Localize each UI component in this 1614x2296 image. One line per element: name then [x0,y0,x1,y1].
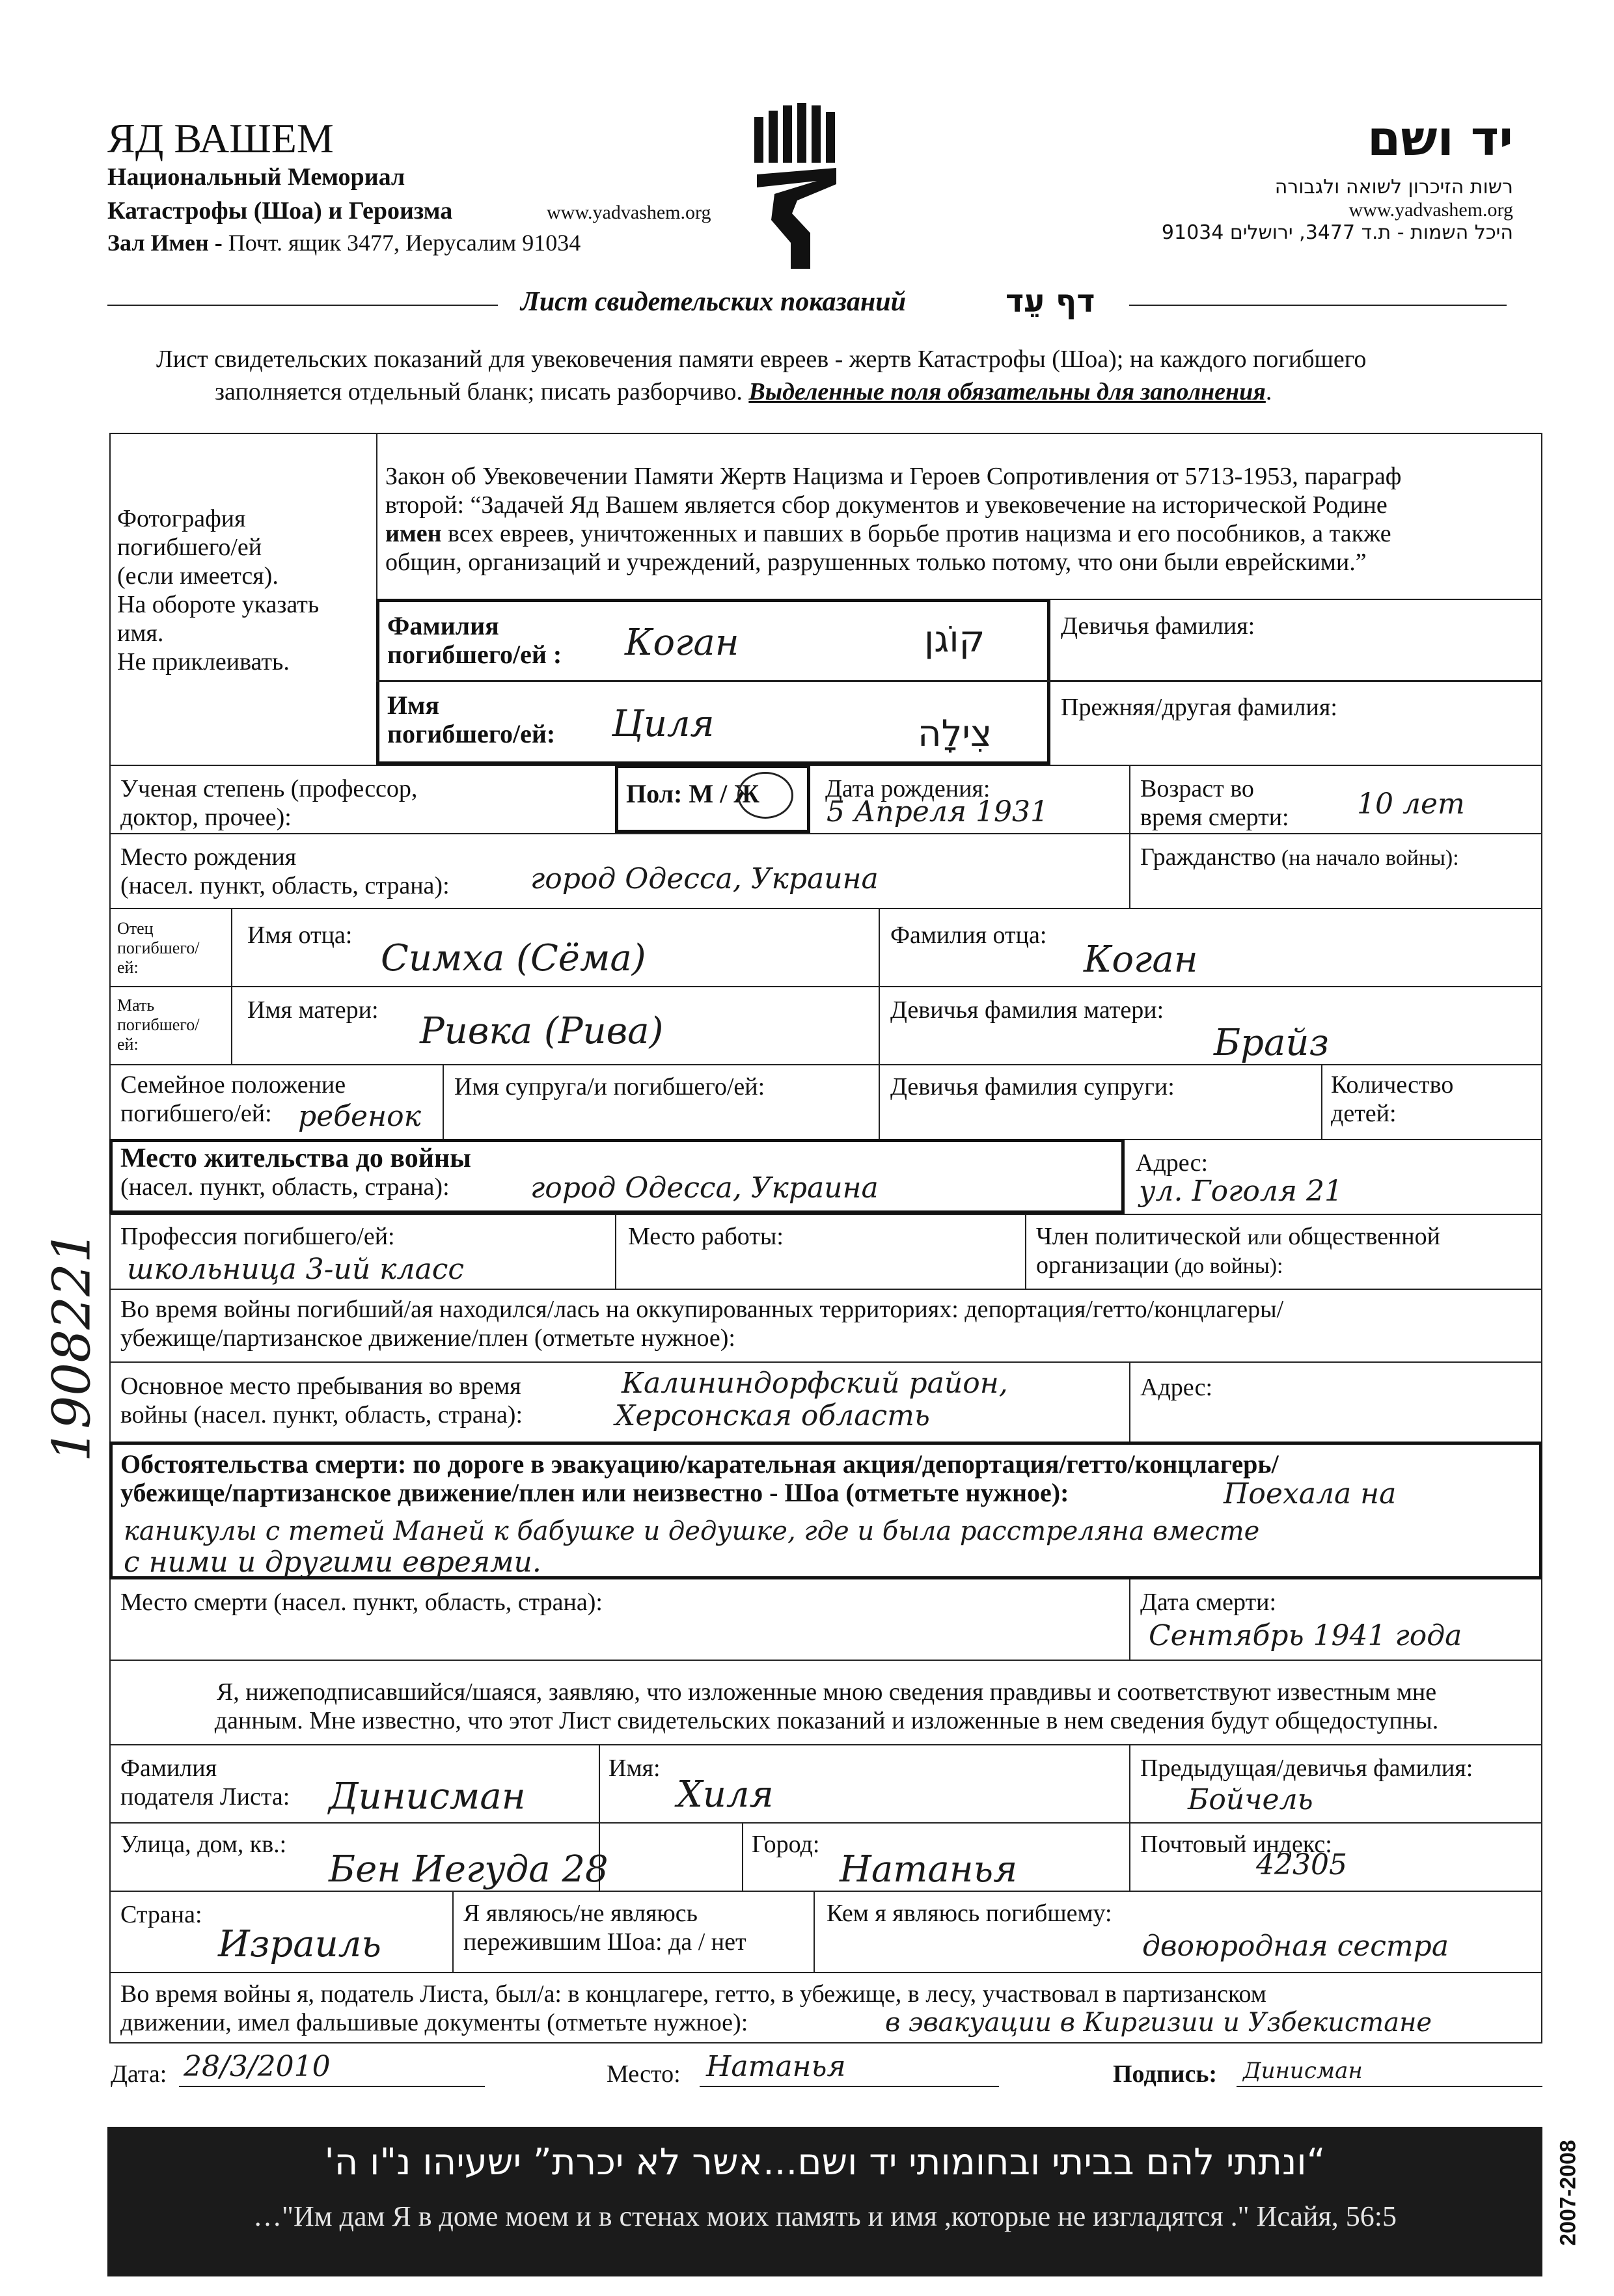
father-surname-label: Фамилия отца: [890,922,1047,949]
marital-label-2: погибшего/ей: [120,1100,272,1127]
submitter-surname-label [120,1754,290,1811]
law-line3 [385,519,1537,548]
photo-line6: Не приклеивать. [117,648,290,676]
org-line1: Национальный Мемориал [107,163,405,191]
website[interactable]: www.yadvashem.org [547,202,711,223]
marital-field[interactable]: ребенок [298,1100,421,1133]
row-rule [109,833,1542,834]
birthplace-label-2: (насел. пункт, область, страна): [120,872,450,899]
surname-field[interactable]: Коган [625,622,739,664]
mother-side-2: погибшего/ [117,1015,200,1034]
father-side-2: погибшего/ [117,938,200,957]
wartime-line2: убежище/партизанское движение/плен (отметьте нужное): [120,1324,735,1352]
row-rule [109,1891,1542,1892]
submitter-name-label: Имя: [609,1755,661,1782]
zip-label: Почтовый индекс: [1140,1831,1332,1858]
mother-side-1: Мать [117,996,155,1015]
surname-label-2: погибшего/ей : [387,640,562,669]
relation-field[interactable]: двоюродная сестра [1142,1930,1449,1963]
row-rule [109,765,1542,766]
street-label: Улица, дом, кв.: [120,1831,287,1858]
birthplace-label [120,843,450,900]
submitter-surname-1: Фамилия [120,1755,217,1782]
hebrew-line3: היכל השמות - ת.ד 3477, ירושלים 91034 [1161,221,1513,244]
signature-label: Подпись: [1113,2060,1218,2088]
marital-label-1: Семейное положение [120,1071,346,1099]
age-label-2: время смерти: [1140,804,1289,831]
sex-label[interactable]: Пол: М / Ж [626,779,759,808]
place-underline [700,2086,999,2087]
row-rule [109,908,1542,909]
date-field[interactable]: 28/3/2010 [184,2050,331,2083]
mother-maiden-field[interactable]: Брайз [1214,1022,1329,1064]
membership-line2 [1036,1251,1440,1279]
address-label: Адрес: [1136,1149,1209,1177]
intro-line2 [215,377,1272,406]
wartime-place-2: войны (насел. пункт, область, страна): [120,1401,523,1428]
law-line1: Закон об Увековечении Памяти Жертв Нацизма и Героев Сопротивления от 5713-1953, параграф [385,463,1402,490]
survivor-line2[interactable]: пережившим Шоа: да / нет [463,1928,746,1956]
declaration-line2: данным. Мне известно, что этот Лист свидетельских показаний и изложенные в нем сведения будут общедоступны. [214,1707,1439,1734]
mother-side-label [117,996,200,1054]
intro-line2-text: заполняется отдельный бланк; писать разборчиво. [215,378,749,405]
row-rule [109,1822,1542,1824]
surname-hebrew-field[interactable]: קוֹגן [924,618,985,661]
death-circumstances-field-1[interactable]: Поехала на [1224,1477,1397,1510]
submitter-surname-2: подателя Листа: [120,1783,290,1811]
wartime-place-field-2[interactable]: Херсонская область [615,1399,930,1432]
col-rule [443,1064,444,1139]
membership-line1 [1036,1222,1440,1251]
spouse-name-label: Имя супруга/и погибшего/ей: [454,1073,765,1100]
relation-label: Кем я являюсь погибшему: [827,1900,1112,1927]
maiden-name-label: Девичья фамилия: [1061,612,1255,640]
intro-line1: Лист свидетельских показаний для увековечения памяти евреев - жертв Катастрофы (Шоа); на каждого погибшего [156,346,1367,373]
row-rule [109,1744,1542,1745]
profession-field[interactable]: школьница 3-ий класс [127,1253,464,1286]
firstname-label-2: погибшего/ей: [387,719,556,748]
col-rule [1025,1214,1026,1289]
father-side-1: Отец [117,919,154,938]
children-label-2: детей: [1331,1100,1397,1127]
death-circumstances-label [120,1450,1279,1507]
col-rule [879,1064,880,1139]
law-text [385,462,1537,577]
membership-or: или [1247,1225,1282,1250]
wartime-line1: Во время войны погибший/ая находился/лась на оккупированных территориях: депортация/гетто/концлагеры/ [120,1296,1284,1323]
children-label [1331,1071,1453,1128]
col-rule [1129,1579,1130,1660]
org-line2: Катастрофы (Шоа) и Героизма [107,197,453,225]
submitter-war-line1: Во время войны я, податель Листа, был/а: в концлагере, гетто, в убежище, в лесу, участвовал в партизанском [120,1980,1266,2008]
footer-russian-quote: …"Им дам Я в доме моем и в стенах моих память и имя ,которые не изгладятся ." Исайя, 56:5 [253,2200,1397,2232]
death-date-label: Дата смерти: [1140,1589,1277,1616]
death-circumstances-field-3[interactable]: с ними и другими евреями. [124,1546,541,1579]
law-line3-text: всех евреев, уничтоженных и павших в борьбе против нацизма и его пособников, а также [441,520,1391,547]
death-circ-line1: Обстоятельства смерти: по дороге в эвакуацию/карательная акция/депортация/гетто/концлагерь/ [120,1449,1279,1479]
title-rule-left [107,305,498,306]
membership-note: (до войны): [1169,1254,1283,1278]
photo-line4: На обороте указать [117,591,320,618]
residence-label-2: (насел. пункт, область, страна): [120,1173,450,1201]
street-field[interactable]: Бен Иегуда 28 [329,1848,609,1891]
hebrew-website[interactable]: www.yadvashem.org [1348,199,1513,221]
col-rule [452,1891,454,1972]
side-archive-number: 1908221 [41,1230,102,1462]
firstname-field[interactable]: Циля [612,703,715,745]
footer-year: 2007-2008 [1555,2140,1581,2246]
firstname-label-1: Имя [387,690,439,720]
col-rule [1321,1064,1322,1139]
hall-of-names-label: Зал Имен - [107,230,223,256]
degree-label-1: Ученая степень (профессор, [120,775,418,802]
mother-name-field[interactable]: Ривка (Рива) [420,1010,664,1052]
form-title: Лист свидетельских показаний [521,287,906,317]
father-name-field[interactable]: Симха (Сёма) [381,937,646,979]
father-side-label [117,919,200,977]
mother-maiden-label: Девичья фамилия матери: [890,996,1164,1024]
wartime-place-field-1[interactable]: Калининдорфский район, [622,1367,1008,1400]
place-label: Место: [607,2060,681,2088]
submitter-prev-surname-field[interactable]: Бойчель [1188,1783,1313,1816]
children-label-1: Количество [1331,1071,1454,1099]
col-rule [615,1214,616,1289]
yad-vashem-logo [752,103,843,272]
declaration-line1: Я, нижеподписавшийся/шаяся, заявляю, что изложенные мною сведения правдивы и соответствуют известным мне [216,1678,1437,1706]
membership-text-2: организации [1036,1251,1169,1279]
footer-hebrew-quote: “ונתתי להם בביתי ובחומותי יד ושם...אשר לא יכרת” ישעיהו נ"ו ה' [324,2141,1326,2183]
father-name-label: Имя отца: [247,922,353,949]
citizenship-label [1140,843,1459,871]
degree-label-2: доктор, прочее): [120,804,292,831]
place-field[interactable]: Натанья [706,2050,846,2083]
signature-field[interactable]: Динисман [1243,2058,1363,2084]
citizenship-note: (на начало войны): [1276,846,1459,870]
age-label-1: Возраст во [1140,775,1254,802]
mother-name-label: Имя матери: [247,996,379,1024]
hebrew-title: יד ושם [1367,111,1513,167]
wartime-status-label [120,1295,1283,1352]
law-names-emph: имен [385,520,442,547]
surname-label [387,612,562,669]
country-field[interactable]: Израиль [218,1923,381,1965]
residence-label-1: Место жительства до войны [120,1143,471,1173]
address-field[interactable]: ул. Гоголя 21 [1139,1175,1343,1208]
workplace-label: Место работы: [628,1223,784,1250]
mandatory-note: Выделенные поля обязательны для заполнения [748,378,1266,405]
photo-line2: погибшего/ей [117,534,262,561]
residence-label [120,1144,471,1201]
row-rule [109,1064,1542,1065]
death-circumstances-field-2[interactable]: каникулы с тетей Маней к бабушке и дедушке, где и была расстреляна вместе [124,1516,1260,1546]
spouse-maiden-label: Девичья фамилия супруги: [890,1073,1175,1100]
previous-surname-label: Прежняя/другая фамилия: [1061,694,1337,721]
death-place-label: Место смерти (насел. пункт, область, страна): [120,1589,603,1616]
mother-side-3: ей: [117,1035,139,1054]
submitter-war-line2: движении, имел фальшивые документы (отметьте нужное): [120,2009,748,2036]
law-line4: общин, организаций и учреждений, разрушенных только потому, что они были еврейскими.” [385,549,1367,576]
wartime-place-1: Основное место пребывания во время [120,1373,521,1400]
org-title: ЯД ВАШЕМ [107,115,334,161]
wartime-address-label: Адрес: [1140,1374,1213,1401]
birthdate-field[interactable]: 5 Апреля 1931 [827,795,1048,828]
age-field[interactable]: 10 лет [1357,787,1465,821]
col-rule [1129,1361,1130,1442]
membership-label [1036,1222,1440,1279]
profession-label: Профессия погибшего/ей: [120,1223,395,1250]
date-label: Дата: [111,2060,167,2088]
submitter-surname-field[interactable]: Динисман [329,1775,526,1818]
photo-line3: (если имеется). [117,562,279,590]
wartime-place-label [120,1372,523,1429]
row-rule [109,986,1542,987]
row-rule [109,1289,1542,1290]
org-line3 [107,229,581,256]
citizenship-label-text: Гражданство [1140,843,1276,871]
birthdate-label: Дата рождения: [825,775,991,802]
city-field[interactable]: Натанья [840,1848,1018,1891]
row-rule [109,1361,1542,1363]
firstname-label [387,691,555,748]
form-title-hebrew: דף עֵד [1005,283,1095,320]
survivor-line1: Я являюсь/не являюсь [463,1900,698,1927]
surname-label-1: Фамилия [387,611,499,640]
submitter-name-field[interactable]: Хиля [677,1773,774,1816]
col-rule [1129,765,1130,908]
date-underline [179,2086,485,2087]
row-rule [109,1214,1542,1215]
birthplace-label-1: Место рождения [120,843,297,871]
law-line2: второй: “Задачей Яд Вашем является сбор документов и увековечение на исторической Родине [385,491,1388,519]
intro-end: . [1265,378,1272,405]
birthplace-field[interactable]: город Одесса, Украина [530,862,879,895]
col-rule [814,1891,815,1972]
row-rule [376,680,1542,682]
signature-underline [1237,2086,1542,2087]
declaration-text [120,1678,1533,1735]
hebrew-line1: רשות הזיכרון לשואה ולגבורה [1274,176,1513,198]
degree-label [120,774,417,832]
father-surname-field[interactable]: Коган [1084,938,1198,981]
firstname-hebrew-field[interactable]: צִילָה [918,713,992,755]
row-rule [109,1660,1542,1661]
title-rule-right [1129,305,1507,306]
city-label: Город: [752,1831,820,1858]
sex-female-mark [737,772,793,819]
death-date-field[interactable]: Сентябрь 1941 года [1149,1619,1462,1652]
country-label: Страна: [120,1901,202,1928]
father-side-3: ей: [117,958,139,977]
photo-line5: имя. [117,620,164,647]
photo-box [117,504,371,676]
membership-text-c: общественной [1281,1223,1440,1250]
row-rule [109,1972,1542,1973]
death-circ-line2: убежище/партизанское движение/плен или неизвестно - Шоа (отметьте нужное): [120,1478,1069,1507]
postal-address: Почт. ящик 3477, Иерусалим 91034 [222,230,581,256]
col-rule [1129,1744,1130,1891]
survivor-label [463,1899,746,1956]
membership-text-a: Член политической [1036,1223,1248,1250]
col-rule [742,1822,743,1891]
submitter-prev-surname-label: Предыдущая/девичья фамилия: [1140,1755,1473,1782]
zip-field[interactable]: 42305 [1256,1848,1347,1881]
photo-line1: Фотография [117,505,246,532]
submitter-war-field[interactable]: в эвакуации в Киргизии и Узбекистане [885,2008,1432,2038]
age-label [1140,774,1289,832]
residence-field[interactable]: город Одесса, Украина [530,1171,879,1205]
